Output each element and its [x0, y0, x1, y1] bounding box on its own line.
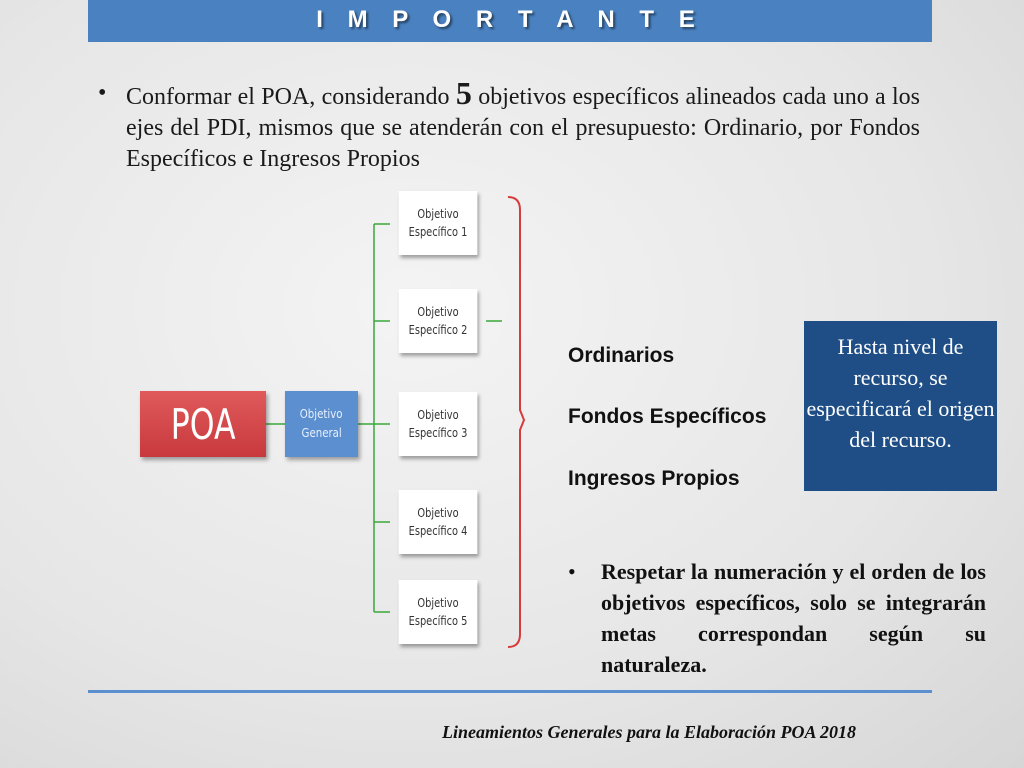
objective-line1: Objetivo — [417, 305, 459, 319]
poa-label: POA — [170, 399, 236, 449]
footer-text: Lineamientos Generales para la Elaboración POA 2018 — [442, 722, 857, 742]
general-line1: Objetivo — [300, 407, 343, 421]
objective-count: 5 — [455, 75, 472, 111]
objective-line1: Objetivo — [417, 207, 459, 221]
general-objective-box — [285, 391, 358, 457]
objective-box-1 — [399, 191, 478, 255]
note-text: Hasta nivel de recurso, se especificará el origen del recurso. — [806, 334, 995, 452]
general-line2: General — [301, 426, 342, 440]
objective-line1: Objetivo — [417, 596, 459, 610]
objective-line2: Específico 5 — [408, 614, 468, 628]
bullet-icon: • — [568, 559, 576, 584]
funding-ordinarios: Ordinarios — [568, 344, 675, 367]
bullet-icon: • — [98, 80, 107, 106]
funding-ingresos: Ingresos Propios — [568, 467, 740, 490]
divider — [88, 690, 932, 693]
funding-fondos: Fondos Específicos — [568, 405, 767, 428]
intro-text-after: objetivos específicos alineados cada uno a los ejes del PDI, mismos que se atenderán con el presupuesto: Ordinario, por Fondos Específicos e Ingresos Propios — [126, 84, 921, 172]
note-box — [804, 321, 997, 491]
banner-title: I M P O R T A N T E — [316, 6, 704, 33]
bracket-icon — [508, 197, 524, 647]
objective-line2: Específico 4 — [408, 524, 468, 538]
objective-box-3 — [399, 392, 478, 456]
rule-paragraph — [568, 556, 986, 680]
objective-line2: Específico 1 — [408, 225, 468, 239]
objective-line1: Objetivo — [417, 408, 459, 422]
objective-line1: Objetivo — [417, 506, 459, 520]
intro-text-before: Conformar el POA, considerando — [126, 84, 456, 110]
objective-line2: Específico 2 — [408, 323, 468, 337]
poa-box — [140, 391, 266, 457]
objective-box-5 — [399, 580, 478, 644]
objective-line2: Específico 3 — [408, 426, 468, 440]
objective-box-4 — [399, 490, 478, 554]
objective-box-2 — [399, 289, 478, 353]
rule-text: Respetar la numeración y el orden de los objetivos específicos, solo se integrarán metas correspondan según su naturaleza. — [601, 559, 986, 677]
